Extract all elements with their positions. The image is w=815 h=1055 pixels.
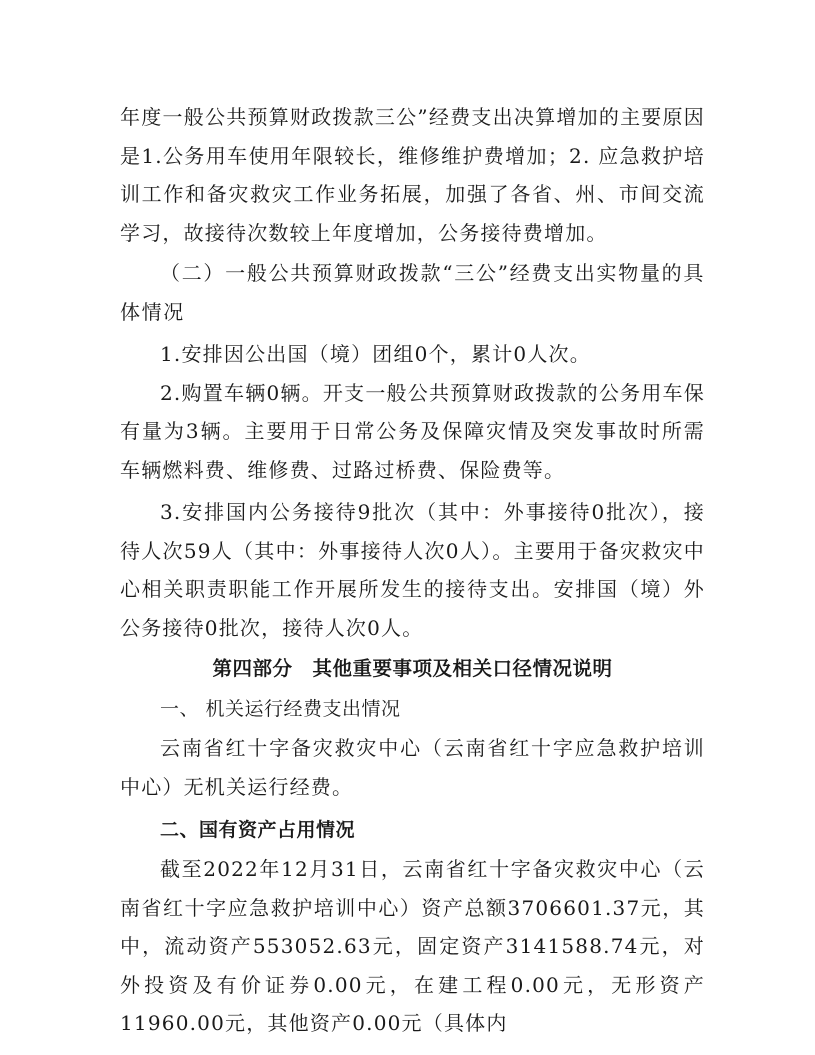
paragraph-operating-expenses: 云南省红十字备灾救灾中心（云南省红十字应急救护培训中心）无机关运行经费。 xyxy=(120,736,705,799)
document-body xyxy=(120,98,705,1043)
paragraph-state-assets: 截至2022年12月31日，云南省红十字备灾救灾中心（云南省红十字应急救护培训中心）资产总额3706601.37元，其中，流动资产553052.63元，固定资产3141588.74元，对外投资及有价证券0.00元，在建工程0.00元，无形资产11960.00元，其他资产0.00元（具体内 xyxy=(120,857,705,1035)
heading-operating-expenses: 一、 机关运行经费支出情况 xyxy=(160,698,401,720)
subheading-three-public-quantities: （二）一般公共预算财政拨款“三公”经费支出实物量的具体情况 xyxy=(120,261,705,324)
paragraph-increase-reasons: 年度一般公共预算财政拨款三公”经费支出决算增加的主要原因是1.公务用车使用年限较长，维修维护费增加；2. 应急救护培训工作和备灾救灾工作业务拓展，加强了各省、州、市间交流学习，故接待次数较上年度增加，公务接待费增加。 xyxy=(120,105,705,245)
list-item-vehicles: 2.购置车辆0辆。开支一般公共预算财政拨款的公务用车保有量为3辆。主要用于日常公务及保障灾情及突发事故时所需车辆燃料费、维修费、过路过桥费、保险费等。 xyxy=(120,380,705,482)
section-four-title: 第四部分 其他重要事项及相关口径情况说明 xyxy=(212,657,613,680)
heading-state-assets: 二、国有资产占用情况 xyxy=(160,819,356,841)
list-item-reception: 3.安排国内公务接待9批次（其中：外事接待0批次），接待人次59人（其中：外事接待人次0人）。主要用于备灾救灾中心相关职责职能工作开展所发生的接待支出。安排国（境）外公务接待0批次，接待人次0人。 xyxy=(120,500,705,640)
list-item-overseas-trips: 1.安排因公出国（境）团组0个，累计0人次。 xyxy=(160,342,591,366)
